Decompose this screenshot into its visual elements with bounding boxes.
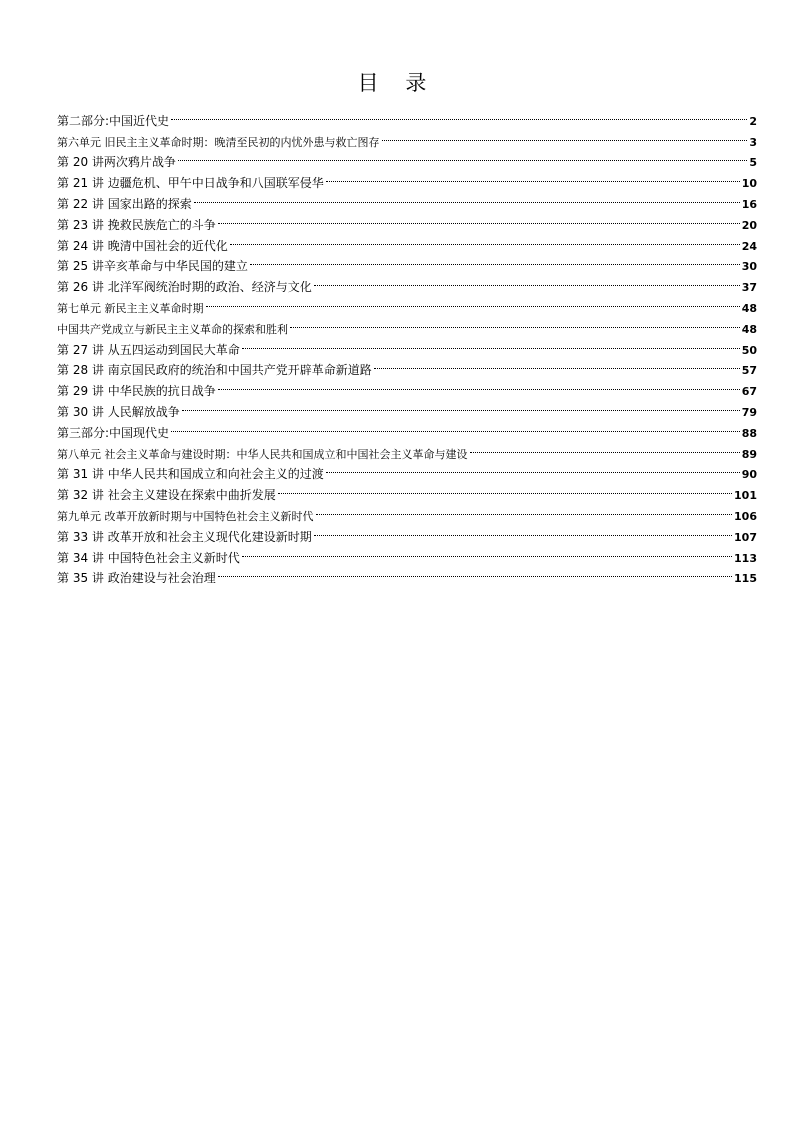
- toc-entry-title: 第 33 讲 改革开放和社会主义现代化建设新时期: [57, 529, 312, 544]
- toc-leader-dots: [218, 374, 740, 395]
- toc-entry-title: 第 20 讲两次鸦片战争: [57, 155, 176, 170]
- toc-entry-title: 第 27 讲 从五四运动到国民大革命: [57, 342, 240, 357]
- page-title: 目 录: [357, 71, 437, 95]
- toc-leader-dots: [326, 166, 740, 187]
- toc-page-number: 101: [734, 489, 757, 503]
- toc-leader-dots: [218, 562, 732, 583]
- toc-entry-title: 第六单元 旧民主主义革命时期：晚清至民初的内忧外患与救亡图存: [57, 135, 380, 149]
- toc-page-number: 48: [741, 301, 757, 315]
- toc-entry-title: 第 30 讲 人民解放战争: [57, 404, 180, 419]
- toc-leader-dots: [382, 125, 748, 146]
- toc-leader-dots: [182, 395, 740, 416]
- toc-page-number: 90: [741, 468, 757, 482]
- toc-leader-dots: [171, 104, 747, 125]
- toc-leader-dots: [194, 187, 740, 208]
- toc-entry-title: 第 35 讲 政治建设与社会治理: [57, 571, 216, 586]
- toc-page-number: 5: [749, 156, 757, 170]
- toc-page-number: 3: [749, 135, 757, 149]
- toc-leader-dots: [326, 458, 740, 479]
- toc-entry[interactable]: [57, 104, 757, 128]
- toc-page-number: 106: [734, 509, 757, 523]
- toc-page-number: 20: [741, 218, 757, 232]
- toc-page-number: 113: [734, 551, 757, 565]
- toc-leader-dots: [374, 354, 740, 375]
- toc-entry-title: 第 21 讲 边疆危机、甲午中日战争和八国联军侵华: [57, 176, 324, 191]
- toc-leader-dots: [290, 312, 740, 333]
- toc-entry-title: 第七单元 新民主主义革命时期: [57, 301, 204, 315]
- toc-page-number: 37: [741, 281, 757, 295]
- toc-entry-title: 第 23 讲 挽救民族危亡的斗争: [57, 217, 216, 232]
- toc-page-number: 89: [741, 447, 757, 461]
- toc-page-number: 79: [741, 405, 757, 419]
- toc-page-number: 57: [741, 364, 757, 378]
- toc-entry-title: 第 34 讲 中国特色社会主义新时代: [57, 550, 240, 565]
- toc-entry-title: 第 26 讲 北洋军阀统治时期的政治、经济与文化: [57, 280, 312, 295]
- toc-leader-dots: [171, 416, 740, 437]
- toc-page-number: 88: [741, 426, 757, 440]
- toc-leader-dots: [242, 333, 740, 354]
- toc-leader-dots: [218, 208, 740, 229]
- toc-leader-dots: [178, 146, 747, 167]
- toc-entry-title: 第八单元 社会主义革命与建设时期：中华人民共和国成立和中国社会主义革命与建设: [57, 447, 468, 461]
- toc-leader-dots: [314, 520, 732, 541]
- toc-entry-title: 第三部分:中国现代史: [57, 425, 170, 440]
- toc-leader-dots: [470, 437, 740, 458]
- toc-page-number: 50: [741, 343, 757, 357]
- toc-entry-title: 第 24 讲 晚清中国社会的近代化: [57, 238, 228, 253]
- toc-entry-title: 第 28 讲 南京国民政府的统治和中国共产党开辟革命新道路: [57, 363, 372, 378]
- toc-page-number: 115: [734, 572, 757, 586]
- toc-entry-title: 第 29 讲 中华民族的抗日战争: [57, 384, 216, 399]
- toc-entry-title: 中国共产党成立与新民主主义革命的探索和胜利: [57, 322, 288, 336]
- toc-entry-title: 第 32 讲 社会主义建设在探索中曲折发展: [57, 488, 276, 503]
- toc-entry-title: 第 25 讲辛亥革命与中华民国的建立: [57, 259, 248, 274]
- toc-page-number: 107: [734, 530, 757, 544]
- toc-entry-title: 第 31 讲 中华人民共和国成立和向社会主义的过渡: [57, 467, 324, 482]
- toc-page-number: 48: [741, 322, 757, 336]
- toc-leader-dots: [250, 250, 740, 271]
- table-of-contents: [57, 104, 757, 586]
- toc-leader-dots: [242, 541, 732, 562]
- toc-page-number: 10: [741, 177, 757, 191]
- toc-page-number: 67: [741, 385, 757, 399]
- toc-leader-dots: [278, 478, 732, 499]
- toc-leader-dots: [314, 270, 740, 291]
- toc-entry-title: 第二部分:中国近代史: [57, 113, 170, 128]
- toc-leader-dots: [230, 229, 740, 250]
- toc-entry-title: 第 22 讲 国家出路的探索: [57, 196, 192, 211]
- toc-page-number: 2: [749, 114, 757, 128]
- toc-entry-title: 第九单元 改革开放新时期与中国特色社会主义新时代: [57, 509, 314, 523]
- toc-page-number: 16: [741, 197, 757, 211]
- toc-page-number: 24: [741, 239, 757, 253]
- toc-leader-dots: [316, 499, 733, 520]
- toc-page-number: 30: [741, 260, 757, 274]
- toc-leader-dots: [206, 291, 740, 312]
